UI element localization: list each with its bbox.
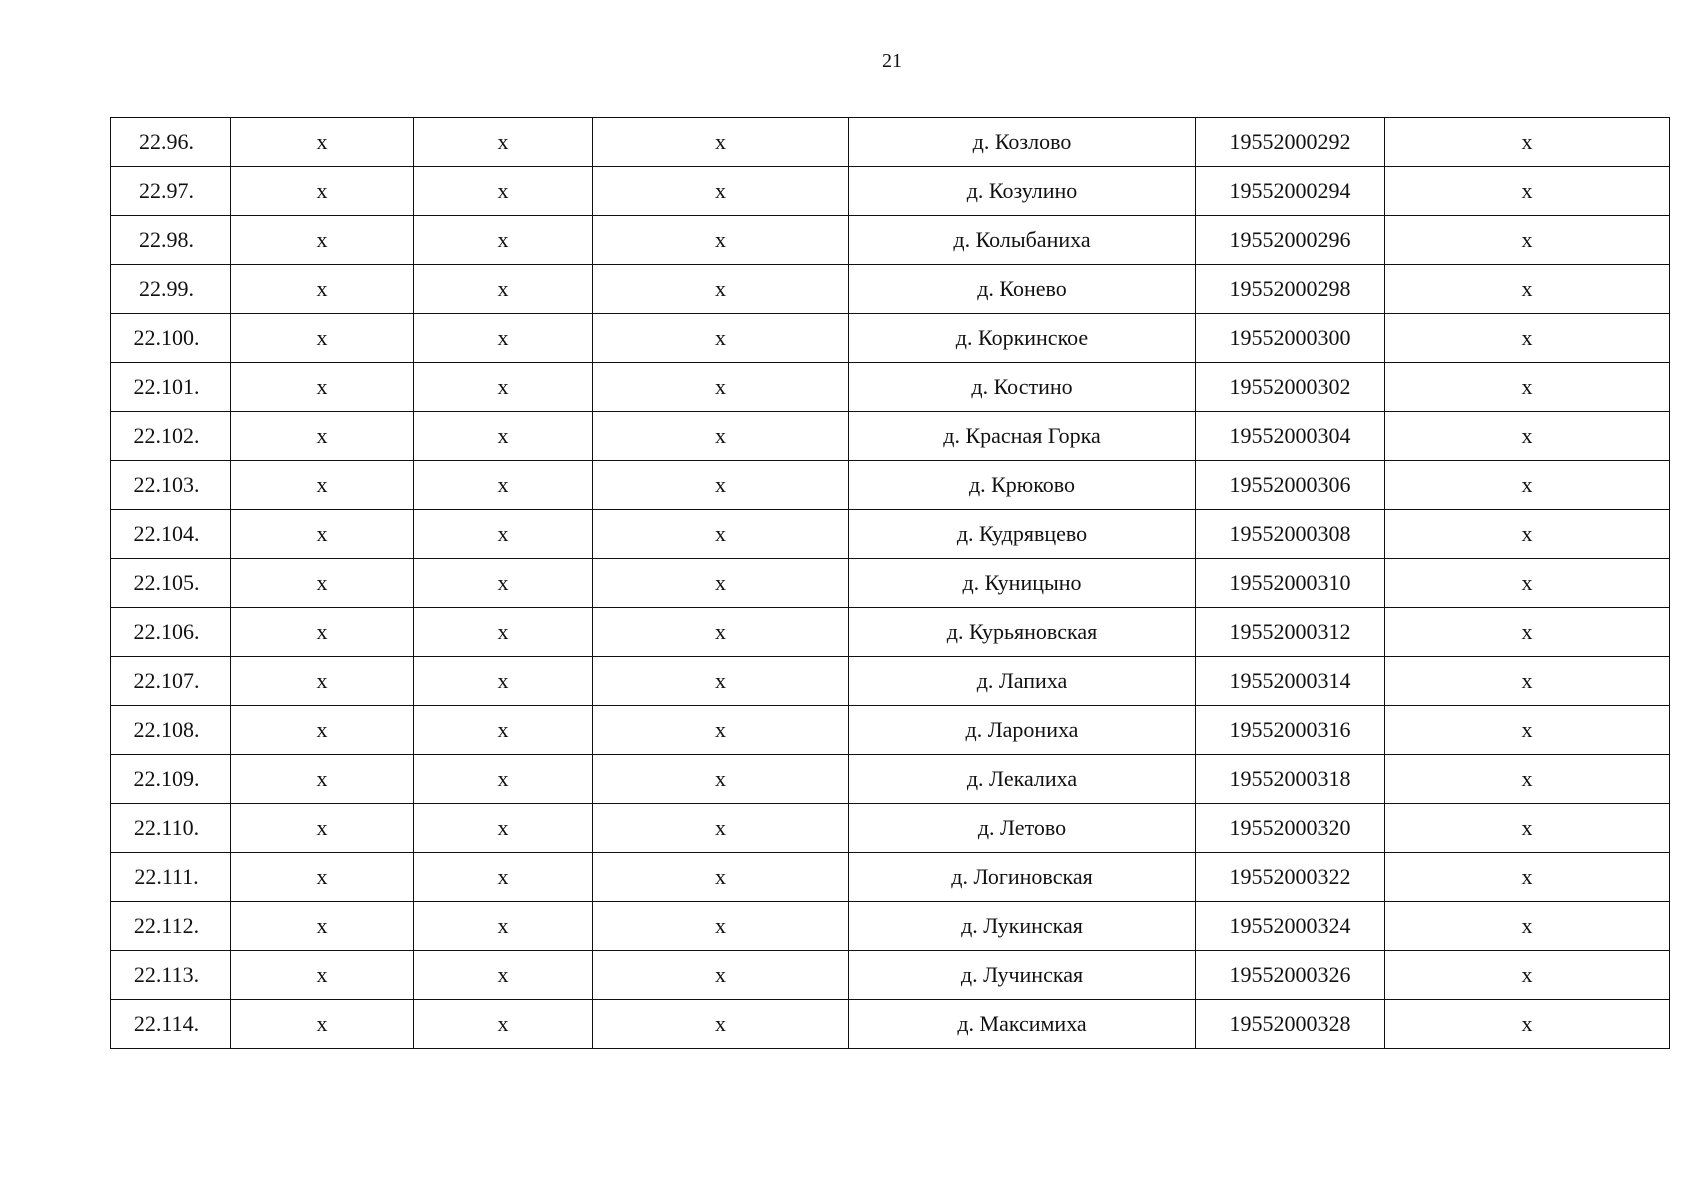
settlement-name-cell: д. Колыбаниха <box>849 216 1196 265</box>
col-x2-cell: x <box>414 461 593 510</box>
oktmo-code-cell: 19552000292 <box>1196 118 1385 167</box>
settlement-name-cell: д. Костино <box>849 363 1196 412</box>
settlement-name-cell: д. Куницыно <box>849 559 1196 608</box>
table-row <box>111 1000 1670 1049</box>
col-x4-cell: x <box>1385 559 1670 608</box>
table-row <box>111 608 1670 657</box>
col-x1-cell: x <box>231 412 414 461</box>
table-row <box>111 216 1670 265</box>
col-x2-cell: x <box>414 706 593 755</box>
col-x2-cell: x <box>414 1000 593 1049</box>
settlement-name-cell: д. Коркинское <box>849 314 1196 363</box>
col-x3-cell: x <box>593 216 849 265</box>
table-row <box>111 167 1670 216</box>
col-x3-cell: x <box>593 755 849 804</box>
row-number-cell: 22.111. <box>111 853 231 902</box>
row-number-cell: 22.98. <box>111 216 231 265</box>
col-x1-cell: x <box>231 1000 414 1049</box>
table-row <box>111 657 1670 706</box>
col-x2-cell: x <box>414 510 593 559</box>
row-number-cell: 22.99. <box>111 265 231 314</box>
col-x2-cell: x <box>414 951 593 1000</box>
col-x2-cell: x <box>414 559 593 608</box>
row-number-cell: 22.102. <box>111 412 231 461</box>
col-x1-cell: x <box>231 902 414 951</box>
col-x1-cell: x <box>231 755 414 804</box>
oktmo-code-cell: 19552000312 <box>1196 608 1385 657</box>
col-x4-cell: x <box>1385 804 1670 853</box>
col-x4-cell: x <box>1385 461 1670 510</box>
oktmo-code-cell: 19552000304 <box>1196 412 1385 461</box>
oktmo-code-cell: 19552000316 <box>1196 706 1385 755</box>
table-row <box>111 412 1670 461</box>
oktmo-code-cell: 19552000308 <box>1196 510 1385 559</box>
col-x3-cell: x <box>593 461 849 510</box>
col-x2-cell: x <box>414 314 593 363</box>
table-row <box>111 118 1670 167</box>
col-x2-cell: x <box>414 216 593 265</box>
col-x2-cell: x <box>414 118 593 167</box>
settlements-table <box>110 117 1670 1049</box>
col-x2-cell: x <box>414 853 593 902</box>
row-number-cell: 22.101. <box>111 363 231 412</box>
col-x3-cell: x <box>593 1000 849 1049</box>
col-x1-cell: x <box>231 461 414 510</box>
col-x1-cell: x <box>231 216 414 265</box>
oktmo-code-cell: 19552000296 <box>1196 216 1385 265</box>
row-number-cell: 22.105. <box>111 559 231 608</box>
col-x1-cell: x <box>231 804 414 853</box>
settlement-name-cell: д. Лукинская <box>849 902 1196 951</box>
settlement-name-cell: д. Ларониха <box>849 706 1196 755</box>
col-x4-cell: x <box>1385 1000 1670 1049</box>
oktmo-code-cell: 19552000298 <box>1196 265 1385 314</box>
oktmo-code-cell: 19552000294 <box>1196 167 1385 216</box>
col-x4-cell: x <box>1385 412 1670 461</box>
table-row <box>111 951 1670 1000</box>
col-x4-cell: x <box>1385 902 1670 951</box>
col-x3-cell: x <box>593 363 849 412</box>
col-x1-cell: x <box>231 706 414 755</box>
row-number-cell: 22.96. <box>111 118 231 167</box>
col-x1-cell: x <box>231 510 414 559</box>
settlement-name-cell: д. Крюково <box>849 461 1196 510</box>
settlement-name-cell: д. Конево <box>849 265 1196 314</box>
col-x4-cell: x <box>1385 216 1670 265</box>
col-x2-cell: x <box>414 363 593 412</box>
col-x1-cell: x <box>231 951 414 1000</box>
col-x4-cell: x <box>1385 706 1670 755</box>
settlement-name-cell: д. Лапиха <box>849 657 1196 706</box>
row-number-cell: 22.108. <box>111 706 231 755</box>
row-number-cell: 22.106. <box>111 608 231 657</box>
oktmo-code-cell: 19552000306 <box>1196 461 1385 510</box>
col-x2-cell: x <box>414 412 593 461</box>
row-number-cell: 22.103. <box>111 461 231 510</box>
col-x2-cell: x <box>414 804 593 853</box>
col-x4-cell: x <box>1385 118 1670 167</box>
row-number-cell: 22.100. <box>111 314 231 363</box>
col-x3-cell: x <box>593 559 849 608</box>
oktmo-code-cell: 19552000302 <box>1196 363 1385 412</box>
table-row <box>111 559 1670 608</box>
col-x2-cell: x <box>414 657 593 706</box>
row-number-cell: 22.110. <box>111 804 231 853</box>
col-x1-cell: x <box>231 608 414 657</box>
col-x4-cell: x <box>1385 755 1670 804</box>
col-x1-cell: x <box>231 853 414 902</box>
col-x3-cell: x <box>593 608 849 657</box>
oktmo-code-cell: 19552000300 <box>1196 314 1385 363</box>
table-row <box>111 902 1670 951</box>
row-number-cell: 22.109. <box>111 755 231 804</box>
table-row <box>111 706 1670 755</box>
oktmo-code-cell: 19552000310 <box>1196 559 1385 608</box>
settlement-name-cell: д. Лекалиха <box>849 755 1196 804</box>
col-x4-cell: x <box>1385 510 1670 559</box>
col-x1-cell: x <box>231 559 414 608</box>
table-row <box>111 853 1670 902</box>
settlement-name-cell: д. Максимиха <box>849 1000 1196 1049</box>
col-x4-cell: x <box>1385 363 1670 412</box>
table-row <box>111 363 1670 412</box>
row-number-cell: 22.112. <box>111 902 231 951</box>
col-x2-cell: x <box>414 265 593 314</box>
col-x3-cell: x <box>593 265 849 314</box>
col-x3-cell: x <box>593 853 849 902</box>
col-x1-cell: x <box>231 363 414 412</box>
col-x4-cell: x <box>1385 314 1670 363</box>
row-number-cell: 22.113. <box>111 951 231 1000</box>
col-x1-cell: x <box>231 118 414 167</box>
col-x4-cell: x <box>1385 951 1670 1000</box>
col-x2-cell: x <box>414 902 593 951</box>
col-x3-cell: x <box>593 706 849 755</box>
col-x3-cell: x <box>593 804 849 853</box>
col-x4-cell: x <box>1385 853 1670 902</box>
settlement-name-cell: д. Козлово <box>849 118 1196 167</box>
col-x3-cell: x <box>593 657 849 706</box>
oktmo-code-cell: 19552000314 <box>1196 657 1385 706</box>
table-row <box>111 314 1670 363</box>
settlement-name-cell: д. Летово <box>849 804 1196 853</box>
oktmo-code-cell: 19552000326 <box>1196 951 1385 1000</box>
col-x2-cell: x <box>414 167 593 216</box>
col-x1-cell: x <box>231 167 414 216</box>
col-x2-cell: x <box>414 608 593 657</box>
settlement-name-cell: д. Красная Горка <box>849 412 1196 461</box>
row-number-cell: 22.97. <box>111 167 231 216</box>
col-x1-cell: x <box>231 657 414 706</box>
table-row <box>111 510 1670 559</box>
row-number-cell: 22.107. <box>111 657 231 706</box>
settlement-name-cell: д. Логиновская <box>849 853 1196 902</box>
oktmo-code-cell: 19552000318 <box>1196 755 1385 804</box>
col-x3-cell: x <box>593 412 849 461</box>
col-x4-cell: x <box>1385 608 1670 657</box>
col-x1-cell: x <box>231 265 414 314</box>
oktmo-code-cell: 19552000322 <box>1196 853 1385 902</box>
settlement-name-cell: д. Кудрявцево <box>849 510 1196 559</box>
col-x3-cell: x <box>593 902 849 951</box>
oktmo-code-cell: 19552000324 <box>1196 902 1385 951</box>
col-x3-cell: x <box>593 167 849 216</box>
settlement-name-cell: д. Козулино <box>849 167 1196 216</box>
col-x4-cell: x <box>1385 167 1670 216</box>
col-x2-cell: x <box>414 755 593 804</box>
col-x4-cell: x <box>1385 265 1670 314</box>
row-number-cell: 22.114. <box>111 1000 231 1049</box>
table-row <box>111 804 1670 853</box>
page-number: 21 <box>882 50 902 72</box>
table-row <box>111 755 1670 804</box>
settlement-name-cell: д. Курьяновская <box>849 608 1196 657</box>
col-x3-cell: x <box>593 951 849 1000</box>
col-x3-cell: x <box>593 118 849 167</box>
col-x4-cell: x <box>1385 657 1670 706</box>
col-x1-cell: x <box>231 314 414 363</box>
row-number-cell: 22.104. <box>111 510 231 559</box>
col-x3-cell: x <box>593 314 849 363</box>
settlement-name-cell: д. Лучинская <box>849 951 1196 1000</box>
oktmo-code-cell: 19552000320 <box>1196 804 1385 853</box>
oktmo-code-cell: 19552000328 <box>1196 1000 1385 1049</box>
table-row <box>111 265 1670 314</box>
col-x3-cell: x <box>593 510 849 559</box>
table-row <box>111 461 1670 510</box>
